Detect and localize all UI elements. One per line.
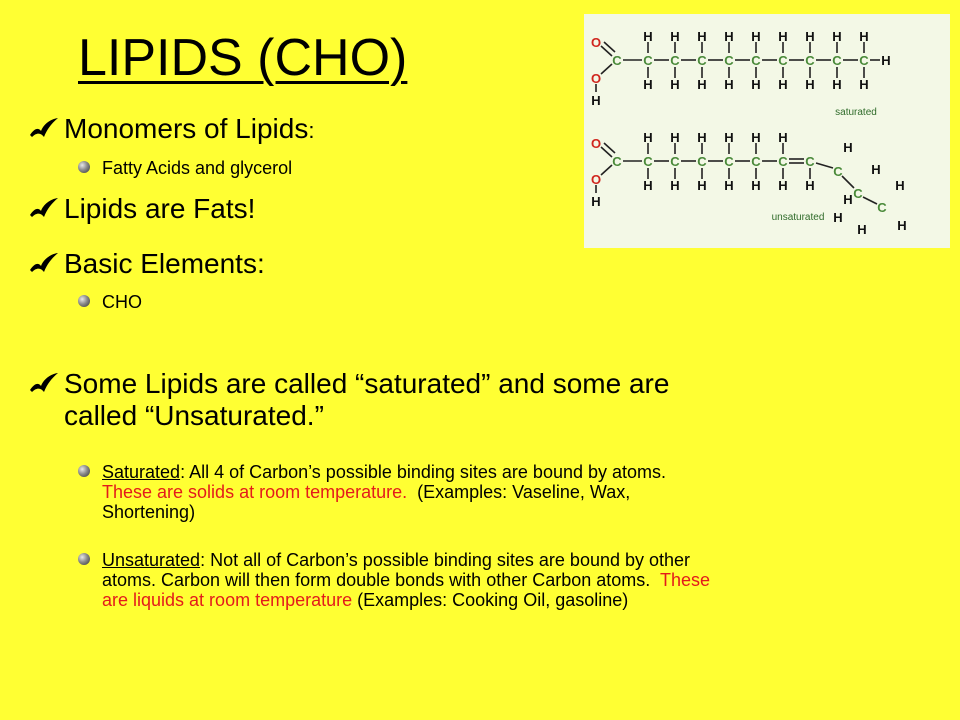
unsaturated-liquids-note-b: are liquids at room temperature [102,590,353,610]
hydrogen-atom: H [805,29,815,44]
hydrogen-atom: H [871,162,881,177]
bond-line [601,64,612,74]
saturated-examples-b: Shortening) [102,502,196,522]
hydrogen-atom: H [805,178,815,193]
bond-line [816,163,833,168]
oxygen-atom: O [590,136,602,151]
sub-bullet-saturated [78,462,928,522]
hydrogen-atom: H [859,77,869,92]
hydrogen-atom: H [805,77,815,92]
bullet-lipids-fats-text: Lipids are Fats! [64,193,256,224]
unsaturated-line2: atoms. Carbon will then form double bonds with other Carbon atoms. [102,570,651,590]
hydrogen-atom: H [697,130,707,145]
hydrogen-atom: H [591,194,601,209]
hydrogen-atom: H [843,192,853,207]
hydrogen-atom: H [724,29,734,44]
unsaturated-definition: : Not all of Carbon’s possible binding sites are bound by other [200,550,691,570]
bullet-monomers-text: Monomers of Lipids [64,113,309,144]
carbon-atom: C [612,154,622,169]
carbon-atom: C [833,164,843,179]
dot-bullet-icon [78,295,90,307]
hydrogen-atom: H [778,130,788,145]
unsaturated-term: Unsaturated [102,550,201,570]
carbon-atom: C [697,53,707,68]
sub-bullet-fatty-acids-text: Fatty Acids and glycerol [102,158,293,178]
oxygen-atom: O [590,172,602,187]
carbon-atom: C [853,186,863,201]
swoosh-bullet-icon [28,370,62,396]
hydrogen-atom: H [832,77,842,92]
oxygen-atom: O [590,35,602,50]
hydrogen-atom: H [778,29,788,44]
bullet-basic-elements [28,248,265,280]
saturated-term: Saturated [102,462,181,482]
saturated-label: saturated [835,107,877,118]
carbon-atom: C [778,53,788,68]
hydrogen-atom: H [724,130,734,145]
hydrogen-atom: H [724,178,734,193]
hydrogen-atom: H [751,29,761,44]
carbon-atom: C [751,53,761,68]
hydrogen-atom: H [591,93,601,108]
dot-bullet-icon [78,465,90,477]
saturated-definition: : All 4 of Carbon’s possible binding sites are bound by atoms. [180,462,667,482]
sub-bullet-cho-text: CHO [102,292,142,312]
oxygen-atom: O [590,71,602,86]
carbon-atom: C [643,154,653,169]
slide-title: LIPIDS (CHO) [78,29,408,87]
unsaturated-label: unsaturated [771,212,825,223]
carbon-atom: C [724,154,734,169]
carbon-atom: C [832,53,842,68]
carbon-atom: C [751,154,761,169]
hydrogen-atom: H [832,29,842,44]
fatty-acid-diagram [584,14,950,248]
sub-bullet-cho [78,292,142,312]
saturated-solids-note: These are solids at room temperature. [102,482,408,502]
carbon-atom: C [859,53,869,68]
bullet-saturated-line2: called “Unsaturated.” [64,400,324,431]
hydrogen-atom: H [881,53,891,68]
hydrogen-atom: H [833,210,843,225]
carbon-atom: C [643,53,653,68]
bullet-lipids-fats [28,193,255,225]
bond-line [842,176,854,188]
bond-line [863,197,877,204]
dot-bullet-icon [78,161,90,173]
hydrogen-atom: H [857,222,867,237]
hydrogen-atom: H [670,178,680,193]
hydrogen-atom: H [751,178,761,193]
saturated-examples-a: (Examples: Vaseline, Wax, [407,482,631,502]
bullet-monomers-colon: : [308,118,315,143]
hydrogen-atom: H [670,29,680,44]
carbon-atom: C [724,53,734,68]
carbon-atom: C [670,154,680,169]
swoosh-bullet-icon [28,250,62,276]
hydrogen-atom: H [778,178,788,193]
hydrogen-atom: H [724,77,734,92]
hydrogen-atom: H [697,178,707,193]
swoosh-bullet-icon [28,115,62,141]
hydrogen-atom: H [751,77,761,92]
hydrogen-atom: H [778,77,788,92]
hydrogen-atom: H [897,218,907,233]
sub-bullet-unsaturated [78,550,938,610]
hydrogen-atom: H [859,29,869,44]
hydrogen-atom: H [895,178,905,193]
carbon-atom: C [805,154,815,169]
hydrogen-atom: H [697,29,707,44]
hydrogen-atom: H [697,77,707,92]
carbon-atom: C [612,53,622,68]
bullet-basic-elements-text: Basic Elements: [64,248,265,279]
hydrogen-atom: H [643,178,653,193]
bullet-saturated-line1: Some Lipids are called “saturated” and some are [64,368,670,399]
hydrogen-atom: H [643,29,653,44]
hydrogen-atom: H [670,130,680,145]
bullet-monomers [28,113,314,147]
hydrogen-atom: H [843,140,853,155]
swoosh-bullet-icon [28,195,62,221]
carbon-atom: C [697,154,707,169]
carbon-atom: C [778,154,788,169]
hydrogen-atom: H [670,77,680,92]
bullet-saturated-unsaturated [28,368,898,432]
hydrogen-atom: H [751,130,761,145]
carbon-atom: C [805,53,815,68]
hydrogen-atom: H [643,130,653,145]
unsaturated-examples: (Examples: Cooking Oil, gasoline) [352,590,629,610]
sub-bullet-fatty-acids [78,158,292,178]
bond-line [601,165,612,175]
carbon-atom: C [670,53,680,68]
fatty-acid-structure-figure [584,14,950,248]
carbon-atom: C [877,200,887,215]
unsaturated-liquids-note-a: These [650,570,710,590]
dot-bullet-icon [78,553,90,565]
hydrogen-atom: H [643,77,653,92]
